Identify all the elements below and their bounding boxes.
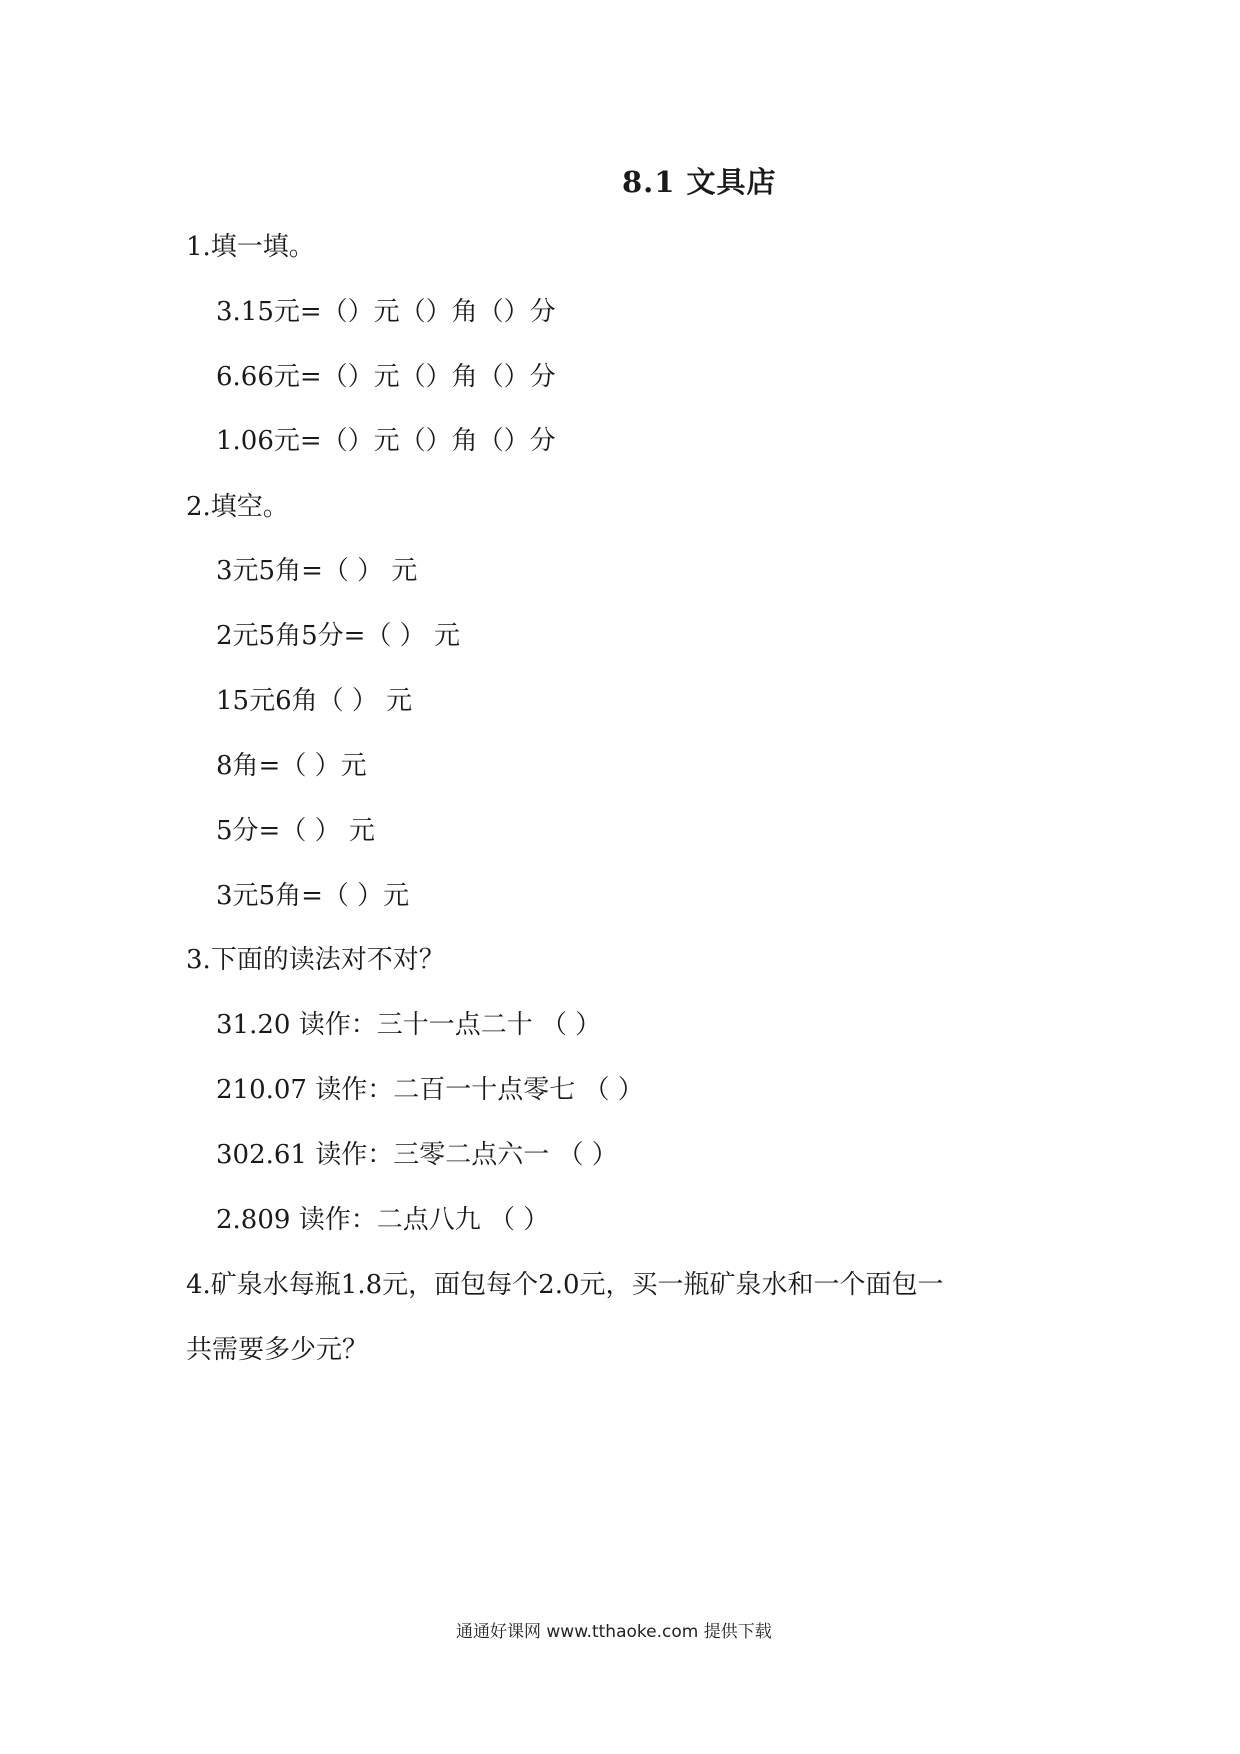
question-2-item-1: 3元5角=（ ） 元 — [216, 556, 418, 586]
question-2-item-5: 5分=（ ） 元 — [216, 816, 375, 846]
question-4-line-2: 共需要多少元？ — [186, 1335, 369, 1365]
question-2-prompt: 2.填空。 — [186, 492, 289, 522]
question-1-item-3: 1.06元=（）元（）角（）分 — [216, 426, 556, 456]
question-4-line-1: 4.矿泉水每瓶1.8元，面包每个2.0元，买一瓶矿泉水和一个面包一 — [186, 1270, 944, 1300]
question-3-item-2: 210.07 读作：二百一十点零七 （ ） — [216, 1075, 644, 1105]
question-3-prompt: 3.下面的读法对不对？ — [186, 945, 445, 975]
question-3-item-3: 302.61 读作：三零二点六一 （ ） — [216, 1140, 618, 1170]
question-3-item-1: 31.20 读作：三十一点二十 （ ） — [216, 1010, 602, 1040]
question-3-item-4: 2.809 读作：二点八九 （ ） — [216, 1205, 550, 1235]
question-2-item-4: 8角=（ ）元 — [216, 751, 367, 781]
question-2-item-3: 15元6角（ ） 元 — [216, 686, 413, 716]
question-1-prompt: 1.填一填。 — [186, 232, 315, 262]
question-1-item-2: 6.66元=（）元（）角（）分 — [216, 362, 556, 392]
question-1-item-1: 3.15元=（）元（）角（）分 — [216, 297, 556, 327]
page-title: 8.1 文具店 — [622, 165, 777, 199]
question-2-item-2: 2元5角5分=（ ） 元 — [216, 621, 460, 651]
question-2-item-6: 3元5角=（ ）元 — [216, 881, 410, 911]
footer-source: 通通好课网 www.tthaoke.com 提供下载 — [456, 1622, 772, 1642]
